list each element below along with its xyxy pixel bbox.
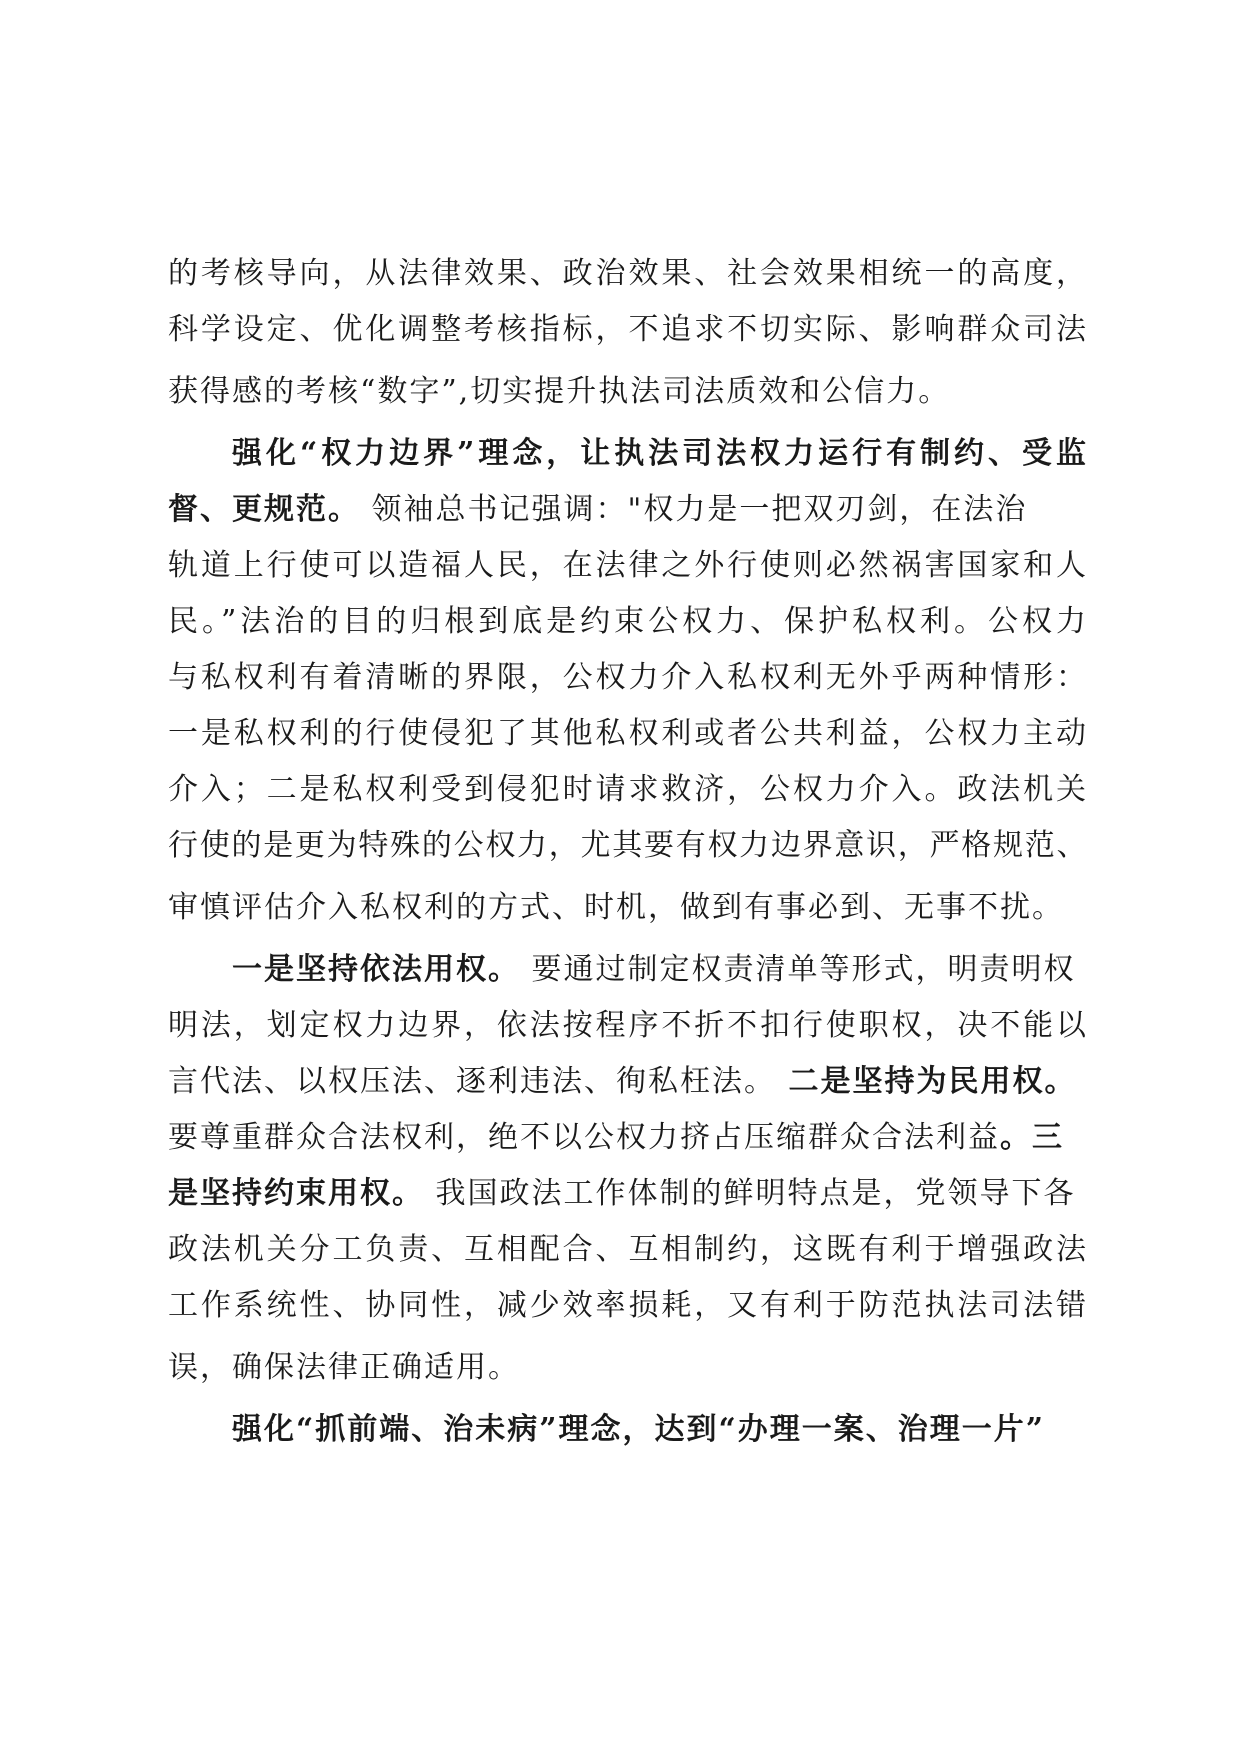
text-run: 与私权利有着清晰的界限，公权力介入私权利无外乎两种情形： bbox=[168, 660, 1088, 695]
text-run: 要通过制定权责清单等形式，明责明权 bbox=[520, 952, 1076, 987]
point-heading: 。三 bbox=[1000, 1120, 1064, 1155]
text-run: 一是私权利的行使侵犯了其他私权利或者公共利益，公权力主动 bbox=[168, 716, 1088, 751]
heading-text: 督、更规范。 bbox=[168, 492, 360, 527]
heading-text: 强化“权力边界”理念，让执法司法权力运行有制约、受监 bbox=[232, 436, 1088, 471]
text-run: 科学设定、优化调整考核指标，不追求不切实际、影响群众司法 bbox=[168, 312, 1088, 347]
body-line bbox=[168, 768, 1088, 812]
body-line bbox=[168, 1172, 1088, 1216]
text-run: 领袖总书记强调："权力是一把双刃剑，在法治 bbox=[360, 492, 1028, 527]
body-line bbox=[232, 948, 1088, 992]
text-run: 要尊重群众合法权利，绝不以公权力挤占压缩群众合法利益 bbox=[168, 1120, 1000, 1155]
heading-text: 强化“抓前端、治未病”理念，达到“办理一案、治理一片” bbox=[232, 1412, 1046, 1447]
text-run: 轨道上行使可以造福人民，在法律之外行使则必然祸害国家和人 bbox=[168, 548, 1088, 583]
body-line bbox=[168, 1004, 1088, 1048]
body-line bbox=[168, 656, 1088, 700]
body-line bbox=[168, 252, 1088, 296]
text-run: 工作系统性、协同性，减少效率损耗，又有利于防范执法司法错 bbox=[168, 1288, 1088, 1323]
text-run: 行使的是更为特殊的公权力，尤其要有权力边界意识，严格规范、 bbox=[168, 828, 1088, 863]
body-line bbox=[168, 712, 1088, 756]
text-run: 误，确保法律正确适用。 bbox=[168, 1350, 520, 1385]
body-line bbox=[168, 824, 1088, 868]
body-line bbox=[168, 308, 1088, 352]
text-run: 我国政法工作体制的鲜明特点是，党领导下各 bbox=[424, 1176, 1076, 1211]
text-run: 获得感的考核“数字”,切实提升执法司法质效和公信力。 bbox=[168, 374, 951, 409]
text-run: 介入；二是私权利受到侵犯时请求救济，公权力介入。政法机关 bbox=[168, 772, 1088, 807]
text-run: 言代法、以权压法、逐利违法、徇私枉法。 bbox=[168, 1064, 776, 1099]
body-line bbox=[168, 544, 1088, 588]
point-heading: 一是坚持依法用权。 bbox=[232, 952, 520, 987]
body-line bbox=[168, 1346, 1088, 1390]
body-line bbox=[168, 1116, 1088, 1160]
body-line bbox=[168, 488, 1088, 532]
body-line bbox=[168, 370, 1088, 414]
text-run: 审慎评估介入私权利的方式、时机，做到有事必到、无事不扰。 bbox=[168, 890, 1064, 925]
text-run: 的考核导向，从法律效果、政治效果、社会效果相统一的高度， bbox=[168, 256, 1088, 291]
body-line bbox=[168, 1284, 1088, 1328]
text-run: 政法机关分工负责、互相配合、互相制约，这既有利于增强政法 bbox=[168, 1232, 1088, 1267]
body-line bbox=[168, 886, 1088, 930]
body-line bbox=[168, 600, 1088, 644]
body-line bbox=[168, 1228, 1088, 1272]
text-run: 明法，划定权力边界，依法按程序不折不扣行使职权，决不能以 bbox=[168, 1008, 1088, 1043]
body-line bbox=[168, 1060, 1088, 1104]
section-heading-line bbox=[232, 432, 1088, 476]
point-heading: 二是坚持为民用权。 bbox=[776, 1064, 1077, 1099]
section-heading-line bbox=[232, 1408, 1088, 1452]
text-run: 民。”法治的目的归根到底是约束公权力、保护私权利。公权力 bbox=[168, 604, 1088, 639]
point-heading: 是坚持约束用权。 bbox=[168, 1176, 424, 1211]
